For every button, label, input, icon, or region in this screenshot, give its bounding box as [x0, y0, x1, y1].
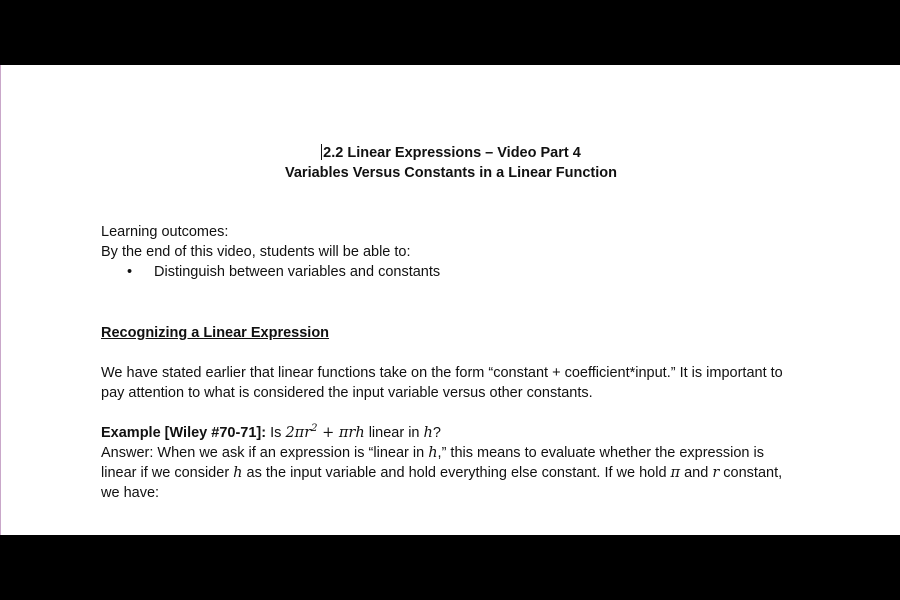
title-line-2: Variables Versus Constants in a Linear Function	[285, 165, 617, 181]
paragraph-linear-form: We have stated earlier that linear functions take on the form “constant + coefficient*input.” It is important to pay attention to what is considered the input variable versus other constants.	[101, 365, 783, 401]
math-expression: $2\pi r^2 + \pi rh$	[285, 423, 365, 441]
title-line-1: 2.2 Linear Expressions – Video Part 4	[323, 145, 581, 161]
math-var-r: r	[712, 465, 720, 481]
math-var-h: h	[233, 465, 243, 481]
outcome-text: Distinguish between variables and constants	[154, 264, 441, 280]
outcomes-label: Learning outcomes:	[101, 224, 229, 240]
section-heading: Recognizing a Linear Expression	[101, 325, 330, 341]
math-var-h: h	[423, 425, 433, 441]
example-label: Example [Wiley #70-71]:	[101, 425, 267, 441]
example-block	[101, 423, 801, 503]
math-var-h: h	[428, 445, 438, 461]
math-var-pi: π	[670, 465, 681, 481]
list-item	[101, 262, 801, 282]
learning-outcomes	[101, 222, 801, 282]
outcomes-intro: By the end of this video, students will be able to:	[101, 244, 411, 260]
document-title	[1, 143, 900, 183]
example-question: Example [Wiley #70-71]: Is $2\pi r^2 + \pi rh$ linear in h?	[101, 423, 441, 441]
document-page	[0, 65, 900, 535]
bullet-icon: •	[127, 264, 133, 280]
example-answer: Answer: When we ask if an expression is “linear in h,” this means to evaluate whether the expression is linear if we consider h as the input variable and hold everything else constant. If we hold π and r constant, we have:	[101, 445, 783, 501]
